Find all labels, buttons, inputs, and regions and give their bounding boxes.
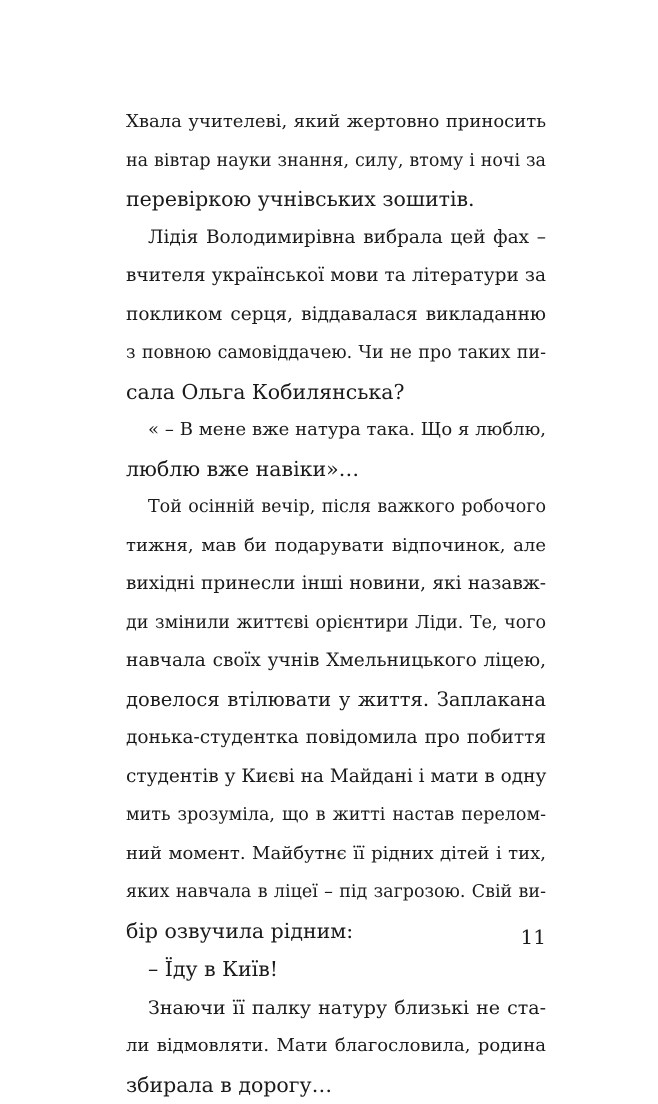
text-line: Той осінній вечір, після важкого робочого — [126, 488, 546, 527]
text-line: донька-студентка повідомила про побиття — [126, 719, 546, 758]
text-line: – Їду в Київ! — [126, 950, 546, 989]
text-line: перевіркою учнівських зошитів. — [126, 180, 546, 219]
text-line: мить зрозуміла, що в житті настав перелом- — [126, 796, 546, 835]
text-line: збирала в дорогу… — [126, 1066, 546, 1104]
text-line: Хвала учителеві, який жертовно приносить — [126, 103, 546, 142]
text-line: Знаючи її палку натуру близькі не ста- — [126, 989, 546, 1028]
text-line: сала Ольга Кобилянська? — [126, 373, 546, 412]
text-line: бір озвучила рідним: — [126, 912, 546, 951]
text-line: « – В мене вже натура така. Що я люблю, — [126, 411, 546, 450]
text-line: навчала своїх учнів Хмельницького ліцею, — [126, 642, 546, 681]
text-line: Лідія Володимирівна вибрала цей фах – — [126, 219, 546, 258]
text-line: вчителя української мови та літератури за — [126, 257, 546, 296]
text-line: вихідні принесли інші новини, які назавж- — [126, 565, 546, 604]
text-line: ли відмовляти. Мати благословила, родина — [126, 1027, 546, 1066]
text-line: довелося втілювати у життя. Заплакана — [126, 681, 546, 720]
text-line: студентів у Києві на Майдані і мати в одну — [126, 758, 546, 797]
text-line: яких навчала в ліцеї – під загрозою. Свій ви- — [126, 873, 546, 912]
page-number: 11 — [520, 922, 546, 952]
text-line: люблю вже навіки»… — [126, 450, 546, 489]
text-line: ний момент. Майбутнє її рідних дітей і тих, — [126, 835, 546, 874]
text-line: тижня, мав би подарувати відпочинок, але — [126, 527, 546, 566]
body-text — [126, 103, 546, 1104]
text-line: ди змінили життєві орієнтири Ліди. Те, чого — [126, 604, 546, 643]
text-line: покликом серця, віддавалася викладанню — [126, 296, 546, 335]
text-line: на вівтар науки знання, силу, втому і ночі за — [126, 142, 546, 181]
text-line: з повною самовіддачею. Чи не про таких пи- — [126, 334, 546, 373]
